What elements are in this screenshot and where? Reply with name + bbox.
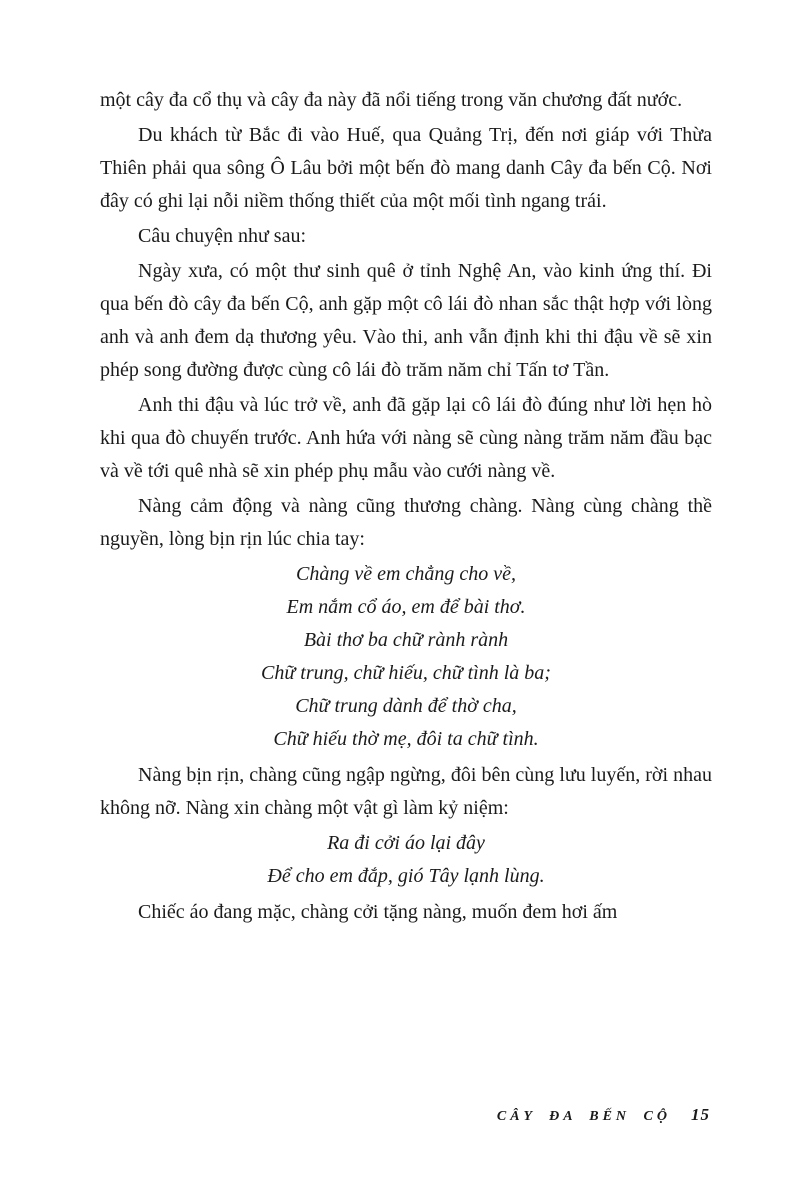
paragraph-continuation: một cây đa cổ thụ và cây đa này đã nổi tiếng trong văn chương đất nước. xyxy=(100,89,683,111)
verse-block-2 xyxy=(100,827,712,893)
verse-block-1 xyxy=(100,558,712,756)
paragraph: Câu chuyện như sau: xyxy=(138,225,307,247)
paragraph: Ngày xưa, có một thư sinh quê ở tỉnh Nghệ An, vào kinh ứng thí. Đi qua bến đò cây đa bến Cộ, anh gặp một cô lái đò nhan sắc thật hợp với lòng anh và anh đem dạ thương yêu. Vào thi, anh vẫn định khi thi đậu về sẽ xin phép song đường được cùng cô lái đò trăm năm chỉ Tấn tơ Tần. xyxy=(100,260,712,381)
paragraph: Nàng bịn rịn, chàng cũng ngập ngừng, đôi bên cùng lưu luyến, rời nhau không nỡ. Nàng xin chàng một vật gì làm kỷ niệm: xyxy=(100,764,712,819)
verse-line: Bài thơ ba chữ rành rành xyxy=(303,629,509,651)
verse-line: Chữ trung dành để thờ cha, xyxy=(295,695,517,717)
verse-line: Chữ trung, chữ hiếu, chữ tình là ba; xyxy=(261,662,551,684)
page-number: 15 xyxy=(691,1105,710,1124)
page-text-block xyxy=(100,84,712,931)
verse-line: Chữ hiếu thờ mẹ, đôi ta chữ tình. xyxy=(273,728,539,750)
paragraph: Chiếc áo đang mặc, chàng cởi tặng nàng, muốn đem hơi ấm xyxy=(138,901,618,923)
verse-line: Chàng về em chẳng cho về, xyxy=(296,563,516,585)
paragraph: Anh thi đậu và lúc trở về, anh đã gặp lại cô lái đò đúng như lời hẹn hò khi qua đò chuyến trước. Anh hứa với nàng sẽ cùng nàng trăm năm đầu bạc và về tới quê nhà sẽ xin phép phụ mẫu vào cưới nàng về. xyxy=(100,394,712,482)
verse-line: Để cho em đắp, gió Tây lạnh lùng. xyxy=(267,865,545,887)
page-footer xyxy=(497,1105,710,1125)
running-title: CÂY ĐA BẾN CỘ xyxy=(496,1109,671,1124)
verse-line: Em nắm cổ áo, em để bài thơ. xyxy=(286,596,526,618)
verse-line: Ra đi cởi áo lại đây xyxy=(327,832,485,854)
paragraph: Du khách từ Bắc đi vào Huế, qua Quảng Trị, đến nơi giáp với Thừa Thiên phải qua sông Ô Lâu bởi một bến đò mang danh Cây đa bến Cộ. Nơi đây có ghi lại nỗi niềm thống thiết của một mối tình ngang trái. xyxy=(100,124,712,212)
paragraph: Nàng cảm động và nàng cũng thương chàng. Nàng cùng chàng thề nguyền, lòng bịn rịn lúc chia tay: xyxy=(100,495,712,550)
